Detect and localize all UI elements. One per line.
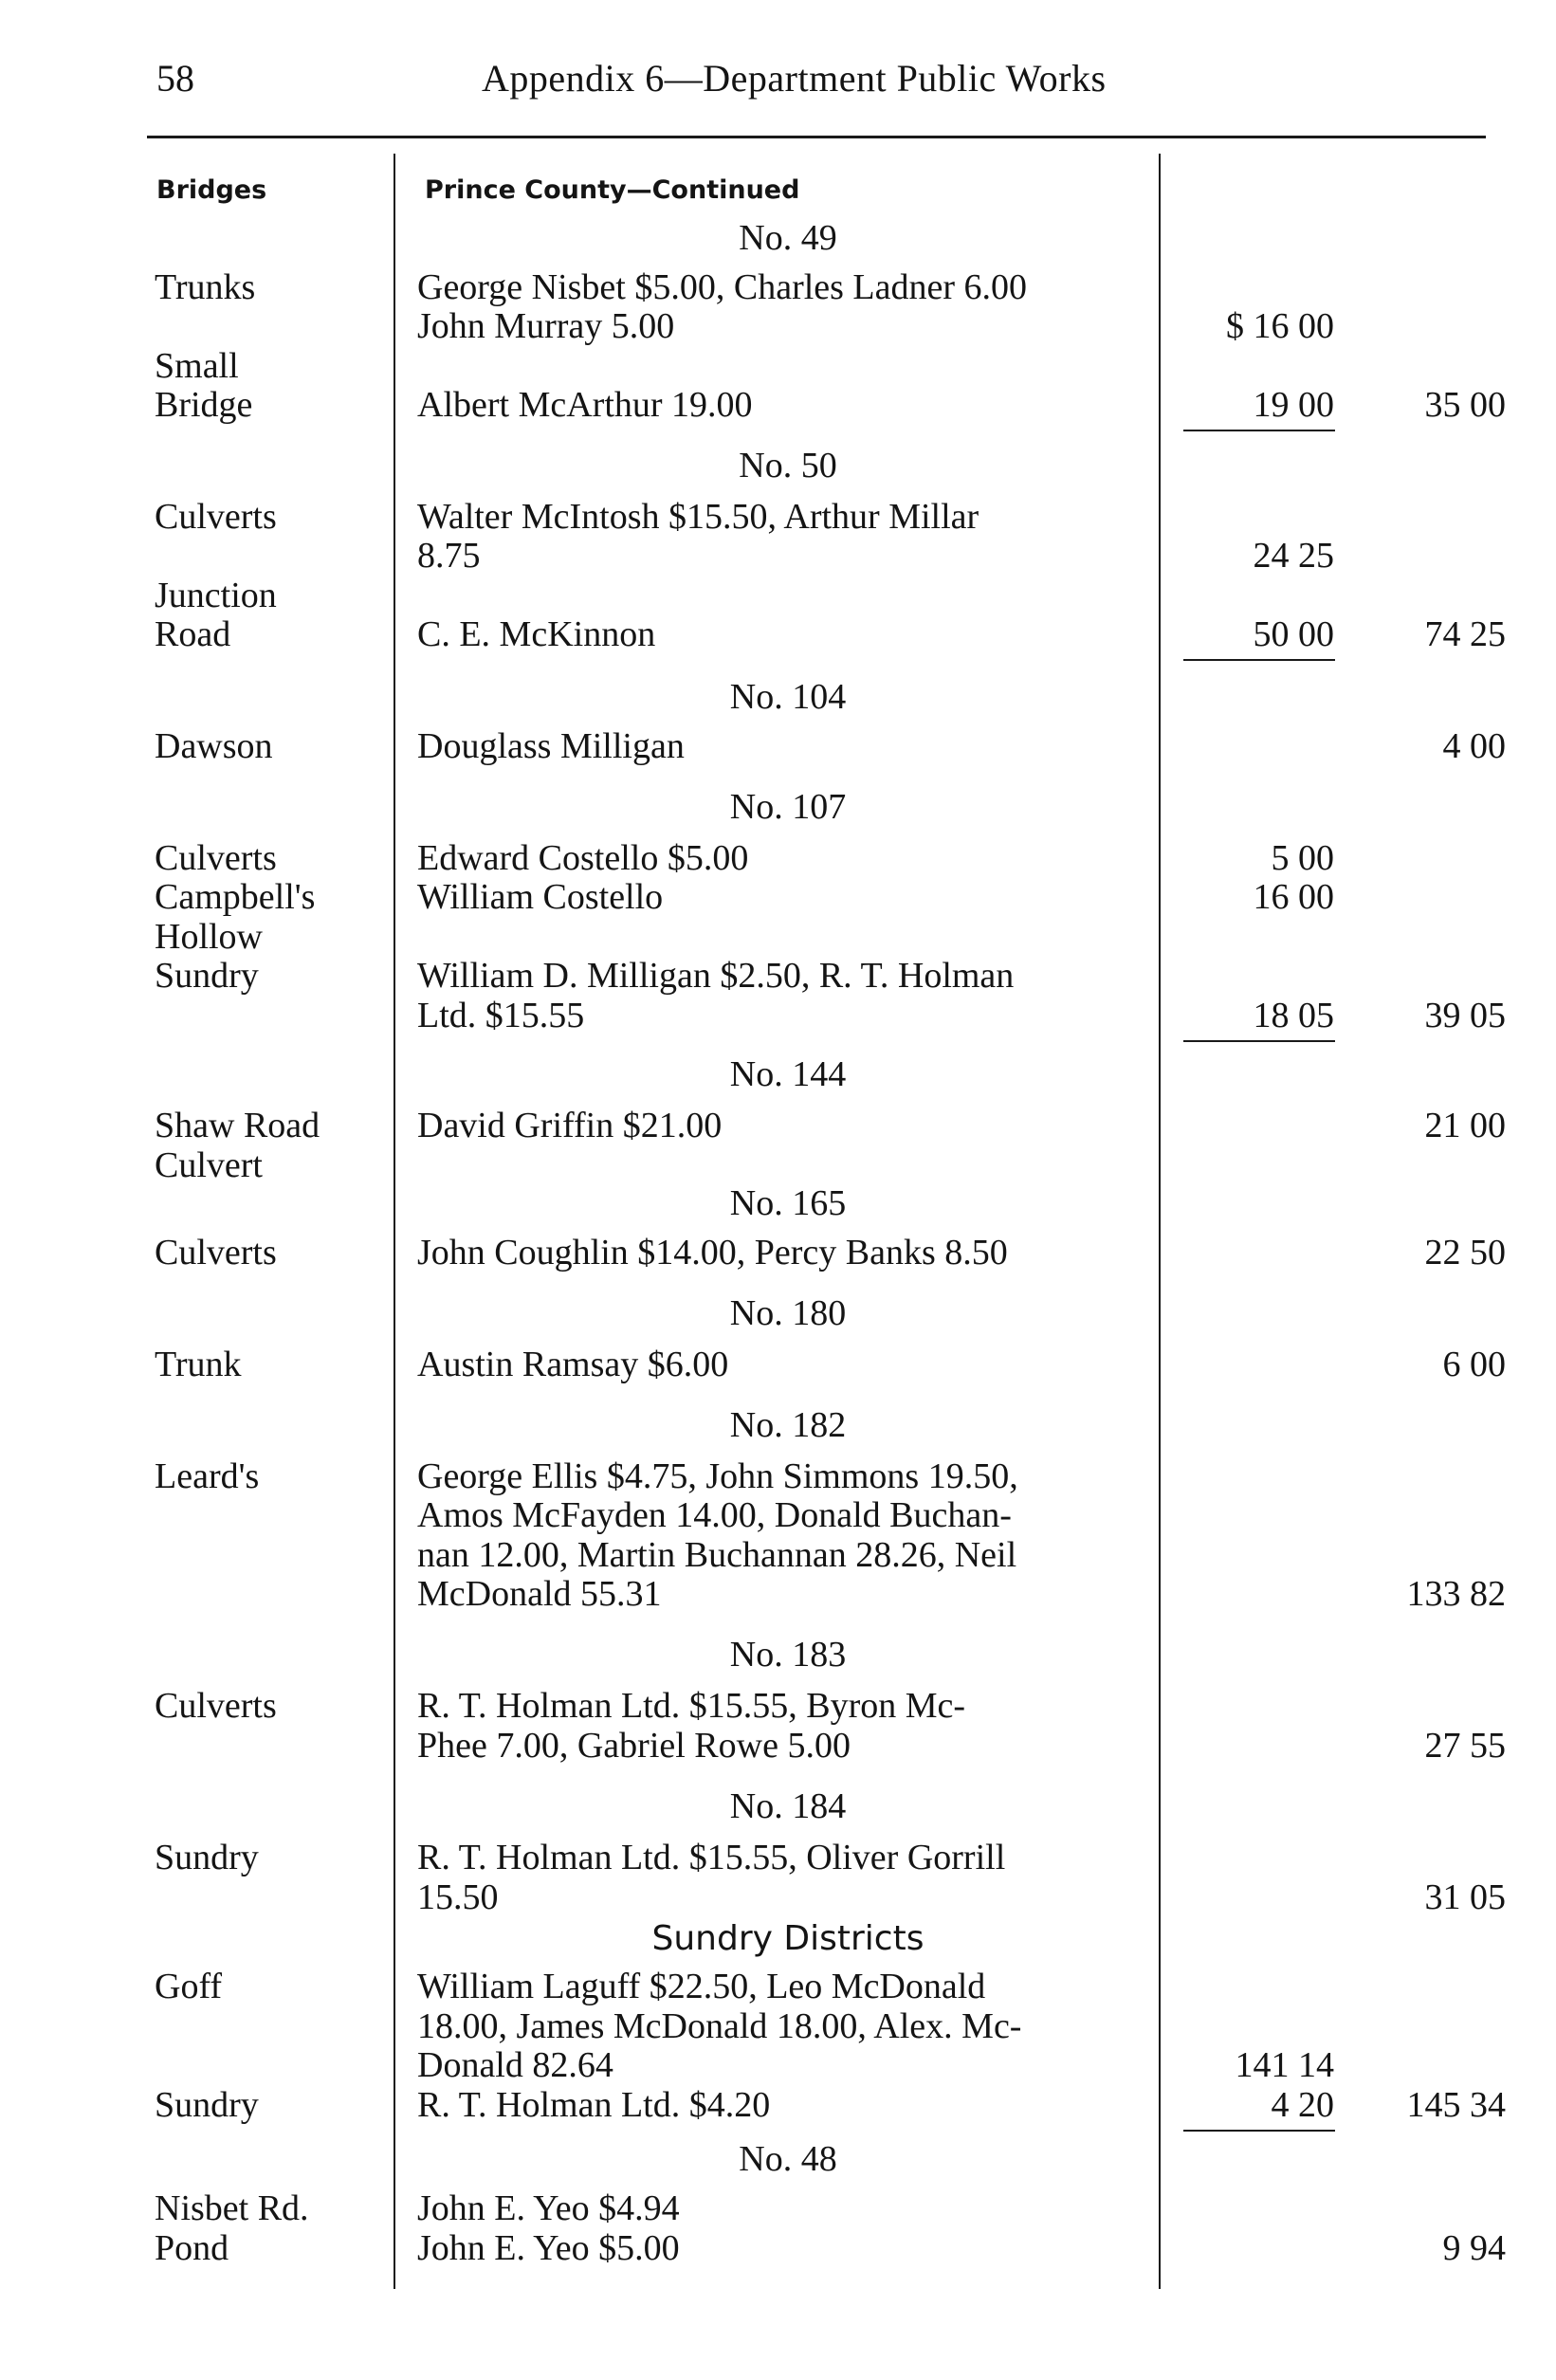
bridge-label: Sundry	[155, 956, 259, 996]
subtotal-rule	[1183, 659, 1335, 661]
bridge-label: Culverts	[155, 1233, 277, 1272]
bridge-label: Junction	[155, 576, 277, 615]
item-text: William Laguff $22.50, Leo McDonald	[417, 1967, 986, 2006]
bridge-label: Small	[155, 346, 239, 386]
item-text: Ltd. $15.55	[417, 996, 585, 1035]
bridge-label: Sundry	[155, 2085, 259, 2125]
district-total: 6 00	[1442, 1345, 1506, 1384]
column-divider-left	[394, 154, 395, 2289]
district-heading: No. 49	[739, 218, 837, 258]
bridge-label: Nisbet Rd.	[155, 2188, 309, 2228]
item-text: Douglass Milligan	[417, 726, 685, 766]
amount: 24 25	[1253, 536, 1334, 576]
bridge-label: Trunk	[155, 1345, 242, 1384]
district-heading: No. 144	[729, 1054, 847, 1094]
amount: 19 00	[1253, 385, 1334, 425]
column-header-bridges: Bridges	[156, 175, 267, 205]
district-total: 145 34	[1406, 2085, 1506, 2125]
bridge-label: Trunks	[155, 267, 256, 307]
item-text: Donald 82.64	[417, 2045, 613, 2085]
district-heading: No. 104	[729, 677, 847, 717]
district-total: 35 00	[1424, 385, 1506, 425]
district-heading: No. 184	[729, 1786, 847, 1826]
item-text: John E. Yeo $4.94	[417, 2188, 680, 2228]
bridge-label: Hollow	[155, 917, 263, 957]
item-text: Phee 7.00, Gabriel Rowe 5.00	[417, 1726, 851, 1766]
item-text: William Costello	[417, 877, 664, 917]
amount: $ 16 00	[1226, 306, 1334, 346]
item-text: George Nisbet $5.00, Charles Ladner 6.00	[417, 267, 1028, 307]
item-text: 8.75	[417, 536, 481, 576]
district-heading: No. 165	[729, 1183, 847, 1223]
column-divider-right	[1159, 154, 1161, 2289]
district-total: 27 55	[1424, 1726, 1506, 1766]
amount: 50 00	[1253, 614, 1334, 654]
item-text: 15.50	[417, 1877, 499, 1917]
district-heading: Sundry Districts	[651, 1919, 924, 1958]
page-title: Appendix 6—Department Public Works	[482, 57, 1107, 100]
district-total: 39 05	[1424, 996, 1506, 1035]
bridge-label: Goff	[155, 1967, 223, 2006]
item-text: John E. Yeo $5.00	[417, 2228, 680, 2268]
column-header-county: Prince County—Continued	[425, 175, 800, 205]
district-total: 4 00	[1442, 726, 1506, 766]
district-heading: No. 183	[729, 1635, 847, 1675]
amount: 5 00	[1271, 838, 1334, 878]
bridge-label: Culverts	[155, 1686, 277, 1726]
item-text: C. E. McKinnon	[417, 614, 656, 654]
bridge-label: Pond	[155, 2228, 229, 2268]
item-text: Austin Ramsay $6.00	[417, 1345, 729, 1384]
item-text: 18.00, James McDonald 18.00, Alex. Mc-	[417, 2006, 1022, 2046]
district-total: 31 05	[1424, 1877, 1506, 1917]
district-heading: No. 48	[739, 2139, 837, 2179]
item-text: nan 12.00, Martin Buchannan 28.26, Neil	[417, 1535, 1017, 1575]
page-number: 58	[156, 57, 194, 100]
amount: 4 20	[1271, 2085, 1334, 2125]
item-text: Albert McArthur 19.00	[417, 385, 753, 425]
header-rule	[147, 136, 1486, 138]
amount: 16 00	[1253, 877, 1334, 917]
bridge-label: Shaw Road	[155, 1106, 320, 1145]
item-text: Edward Costello $5.00	[417, 838, 749, 878]
item-text: John Murray 5.00	[417, 306, 675, 346]
district-total: 22 50	[1424, 1233, 1506, 1272]
amount: 141 14	[1235, 2045, 1334, 2085]
bridge-label: Leard's	[155, 1456, 260, 1496]
item-text: R. T. Holman Ltd. $15.55, Oliver Gorrill	[417, 1838, 1006, 1877]
district-total: 133 82	[1406, 1574, 1506, 1614]
bridge-label: Culverts	[155, 497, 277, 537]
item-text: William D. Milligan $2.50, R. T. Holman	[417, 956, 1015, 996]
district-heading: No. 180	[729, 1293, 847, 1333]
bridge-label: Road	[155, 614, 231, 654]
bridge-label: Dawson	[155, 726, 273, 766]
subtotal-rule	[1183, 430, 1335, 431]
item-text: R. T. Holman Ltd. $4.20	[417, 2085, 771, 2125]
bridge-label: Bridge	[155, 385, 253, 425]
item-text: McDonald 55.31	[417, 1574, 662, 1614]
district-heading: No. 107	[729, 787, 847, 827]
district-heading: No. 182	[729, 1405, 847, 1445]
subtotal-rule	[1183, 2130, 1335, 2132]
bridge-label: Culvert	[155, 1145, 263, 1185]
bridge-label: Sundry	[155, 1838, 259, 1877]
district-total: 21 00	[1424, 1106, 1506, 1145]
district-total: 74 25	[1424, 614, 1506, 654]
item-text: Walter McIntosh $15.50, Arthur Millar	[417, 497, 979, 537]
item-text: John Coughlin $14.00, Percy Banks 8.50	[417, 1233, 1008, 1272]
district-total: 9 94	[1442, 2228, 1506, 2268]
item-text: David Griffin $21.00	[417, 1106, 723, 1145]
district-heading: No. 50	[739, 446, 837, 485]
item-text: George Ellis $4.75, John Simmons 19.50,	[417, 1456, 1018, 1496]
bridge-label: Campbell's	[155, 877, 316, 917]
subtotal-rule	[1183, 1040, 1335, 1042]
item-text: Amos McFayden 14.00, Donald Buchan-	[417, 1495, 1012, 1535]
amount: 18 05	[1253, 996, 1334, 1035]
item-text: R. T. Holman Ltd. $15.55, Byron Mc-	[417, 1686, 966, 1726]
bridge-label: Culverts	[155, 838, 277, 878]
